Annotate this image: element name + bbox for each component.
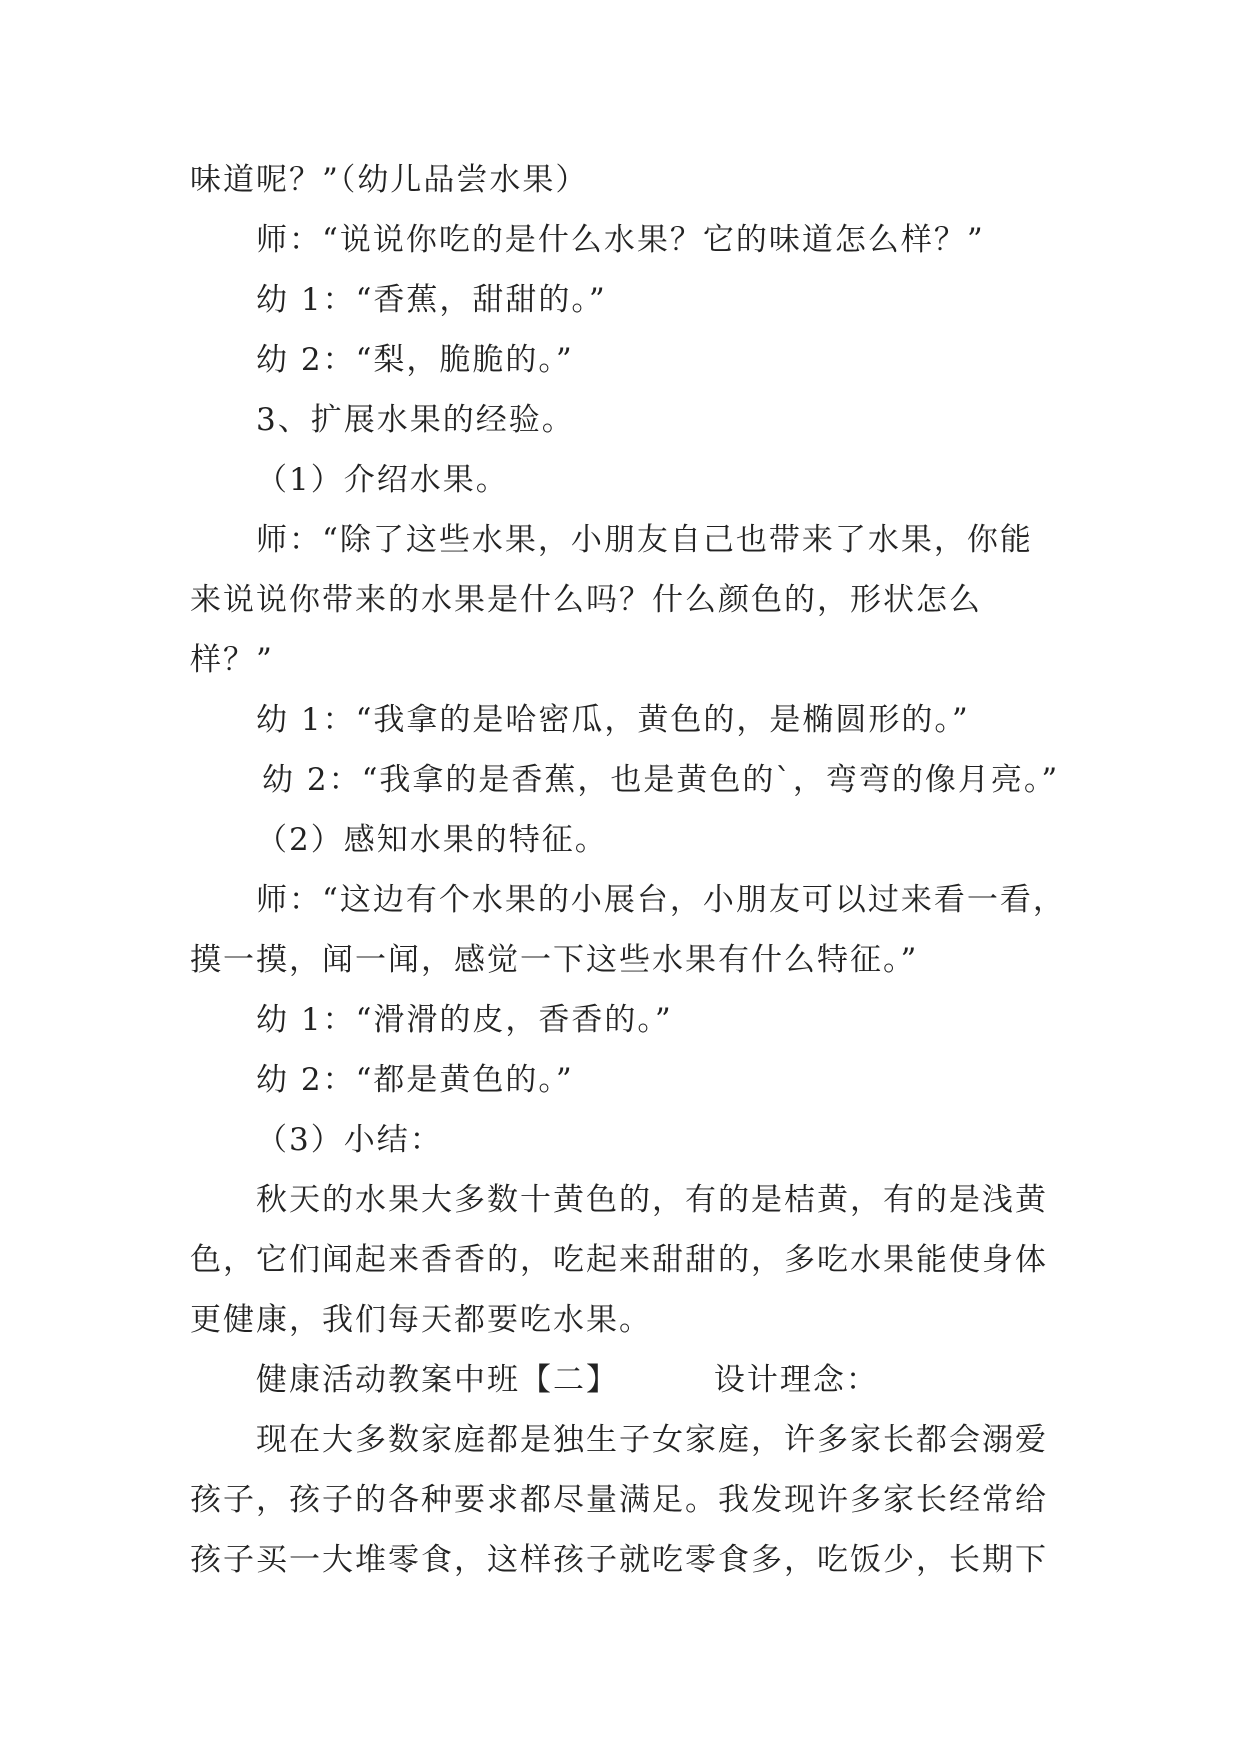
text-line: 师：“除了这些水果，小朋友自己也带来了水果，你能 (256, 522, 1033, 558)
text-line: 更健康，我们每天都要吃水果。 (190, 1302, 652, 1338)
text-line: （1）介绍水果。 (256, 462, 509, 498)
text-line: 味道呢？”（幼儿品尝水果） (190, 162, 589, 198)
text-line: 样？” (190, 642, 274, 678)
text-line: 幼 2：“梨，脆脆的。” (256, 342, 574, 378)
text-line: 师：“说说你吃的是什么水果？它的味道怎么样？” (256, 222, 985, 258)
text-line: 幼 1：“香蕉，甜甜的。” (256, 282, 607, 318)
text-line: （2）感知水果的特征。 (256, 822, 608, 858)
text-line: 秋天的水果大多数十黄色的，有的是桔黄，有的是浅黄 (256, 1182, 1048, 1218)
text-line: 幼 1：“我拿的是哈密瓜，黄色的，是椭圆形的。” (256, 702, 970, 738)
text-line: 孩子，孩子的各种要求都尽量满足。我发现许多家长经常给 (190, 1482, 1048, 1518)
text-line: 幼 2：“都是黄色的。” (256, 1062, 574, 1098)
section-heading: 健康活动教案中班【二】 设计理念： (256, 1362, 879, 1398)
text-line: 现在大多数家庭都是独生子女家庭，许多家长都会溺爱 (256, 1422, 1048, 1458)
text-line: 来说说你带来的水果是什么吗？什么颜色的，形状怎么 (190, 582, 982, 618)
text-line: 孩子买一大堆零食，这样孩子就吃零食多，吃饭少，长期下 (190, 1542, 1048, 1578)
text-line: 3、扩展水果的经验。 (256, 402, 575, 438)
text-line: 色，它们闻起来香香的，吃起来甜甜的，多吃水果能使身体 (190, 1242, 1048, 1278)
text-line: （3）小结： (256, 1122, 443, 1158)
text-line: 幼 1：“滑滑的皮，香香的。” (256, 1002, 673, 1038)
text-line: 幼 2：“我拿的是香蕉，也是黄色的`，弯弯的像月亮。” (262, 762, 1060, 798)
text-line: 师：“这边有个水果的小展台，小朋友可以过来看一看， (256, 882, 1066, 918)
text-line: 摸一摸，闻一闻，感觉一下这些水果有什么特征。” (190, 942, 919, 978)
